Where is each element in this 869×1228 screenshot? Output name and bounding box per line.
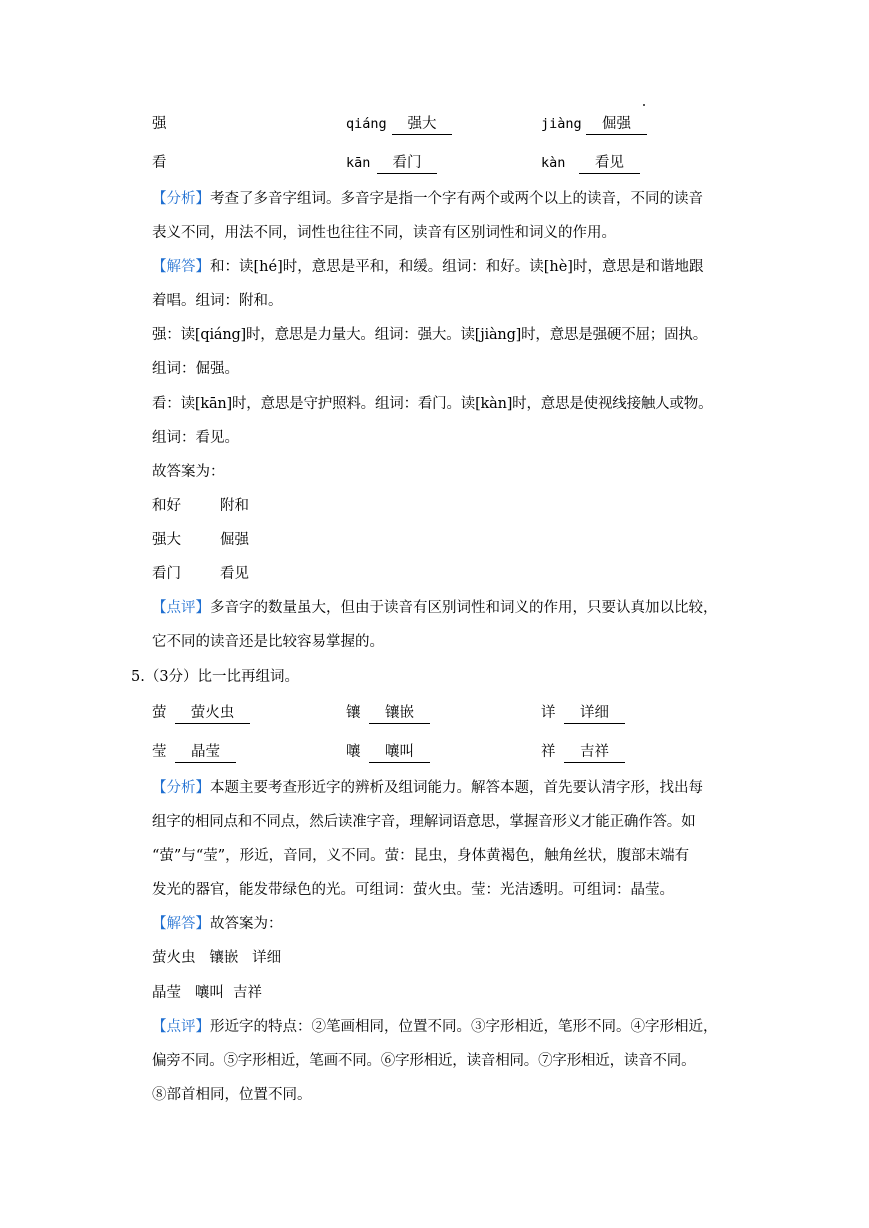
- q5-word: 晶莹: [175, 743, 236, 763]
- pinyin-row-word1: 强大: [392, 115, 452, 135]
- q5-analysis-line: 组字的相同点和不同点，然后读准字音，理解词语意思，掌握音形义才能正确作答。如: [152, 814, 696, 830]
- pinyin-row-word1: 看门: [377, 154, 437, 174]
- q5-analysis-line: [152, 778, 703, 798]
- q4-comment-line: [152, 598, 718, 618]
- q5-answer-words: 晶莹 嚷叫 吉祥: [152, 985, 263, 1001]
- comment-tag: 【点评】: [152, 600, 210, 616]
- q5-comment-line: [152, 1017, 718, 1037]
- answer-word: 强大: [152, 532, 181, 548]
- q4-answer-line: 组词：看见。: [152, 430, 239, 446]
- stray-dot: [643, 104, 645, 106]
- analysis-text: 考查了多音字组词。多音字是指一个字有两个或两个以上的读音，不同的读音: [210, 191, 703, 207]
- comment-tag: 【点评】: [152, 1019, 210, 1035]
- answer-text: 和：读[hé]时，意思是平和，和缓。组词：和好。读[hè]时，意思是和谐地跟: [210, 259, 704, 275]
- comment-text: 形近字的特点：②笔画相同，位置不同。③字形相近，笔形不同。④字形相近，: [210, 1019, 718, 1035]
- pinyin-row-word2: 看见: [579, 154, 640, 174]
- q5-word: 吉祥: [564, 743, 625, 763]
- answer-word: 附和: [220, 498, 249, 514]
- analysis-tag: 【分析】: [152, 780, 210, 796]
- q5-char: 嚷: [346, 744, 361, 760]
- q4-answer-line: 看：读[kān]时，意思是守护照料。组词：看门。读[kàn]时，意思是使视线接触人或物。: [152, 396, 713, 412]
- q4-analysis-line: 表义不同，用法不同，词性也往往不同，读音有区别词性和词义的作用。: [152, 225, 616, 241]
- pinyin-row-char: 强: [152, 116, 167, 132]
- q5-word: 萤火虫: [175, 704, 250, 724]
- pinyin-row-py1: kān: [346, 155, 371, 171]
- q4-answer-line: 组词：倔强。: [152, 361, 239, 377]
- q5-analysis-line: “萤”与“莹”，形近，音同，义不同。萤：昆虫，身体黄褐色，触角丝状，腹部末端有: [152, 848, 690, 864]
- q5-char: 莹: [152, 744, 167, 760]
- q5-answer-line: [152, 914, 283, 934]
- q4-answer-line: [152, 257, 703, 277]
- pinyin-row-char: 看: [152, 155, 167, 171]
- q5-answer-words: 萤火虫 镶嵌 详细: [152, 950, 282, 966]
- pinyin-row-py2: jiàng: [541, 116, 582, 132]
- q4-analysis-line: [152, 189, 703, 209]
- answer-word: 看门: [152, 566, 181, 582]
- pinyin-row-py2: kàn: [541, 155, 566, 171]
- q5-word: 详细: [564, 704, 625, 724]
- q5-title: 5.（3分）比一比再组词。: [131, 669, 300, 685]
- q4-answer-line: 着唱。组词：附和。: [152, 293, 283, 309]
- comment-text: 多音字的数量虽大，但由于读音有区别词性和词义的作用，只要认真加以比较，: [210, 600, 718, 616]
- answer-tag: 【解答】: [152, 259, 210, 275]
- q4-answer-intro: 故答案为：: [152, 464, 225, 480]
- q5-analysis-line: 发光的器官，能发带绿色的光。可组词：萤火虫。莹：光洁透明。可组词：晶莹。: [152, 882, 674, 898]
- answer-word: 和好: [152, 498, 181, 514]
- q5-comment-line: 偏旁不同。⑤字形相近，笔画不同。⑥字形相近，读音相同。⑦字形相近，读音不同。: [152, 1053, 696, 1069]
- pinyin-row-py1: qiáng: [346, 116, 387, 132]
- q5-comment-line: ⑧部首相同，位置不同。: [152, 1087, 312, 1103]
- q4-answer-line: 强：读[qiáng]时，意思是力量大。组词：强大。读[jiàng]时，意思是强硬不屈；固执。: [152, 327, 708, 343]
- q5-char: 萤: [152, 705, 167, 721]
- answer-word: 倔强: [220, 532, 249, 548]
- analysis-text: 本题主要考查形近字的辨析及组词能力。解答本题，首先要认清字形，找出每: [210, 780, 703, 796]
- q4-comment-line: 它不同的读音还是比较容易掌握的。: [152, 634, 384, 650]
- q5-char: 镶: [346, 705, 361, 721]
- answer-tag: 【解答】: [152, 916, 210, 932]
- pinyin-row-word2: 倔强: [586, 115, 647, 135]
- answer-intro: 故答案为：: [210, 916, 283, 932]
- q5-word: 镶嵌: [369, 704, 430, 724]
- analysis-tag: 【分析】: [152, 191, 210, 207]
- q5-char: 祥: [541, 744, 556, 760]
- q5-char: 详: [541, 705, 556, 721]
- q5-word: 嚷叫: [369, 743, 430, 763]
- answer-word: 看见: [220, 566, 249, 582]
